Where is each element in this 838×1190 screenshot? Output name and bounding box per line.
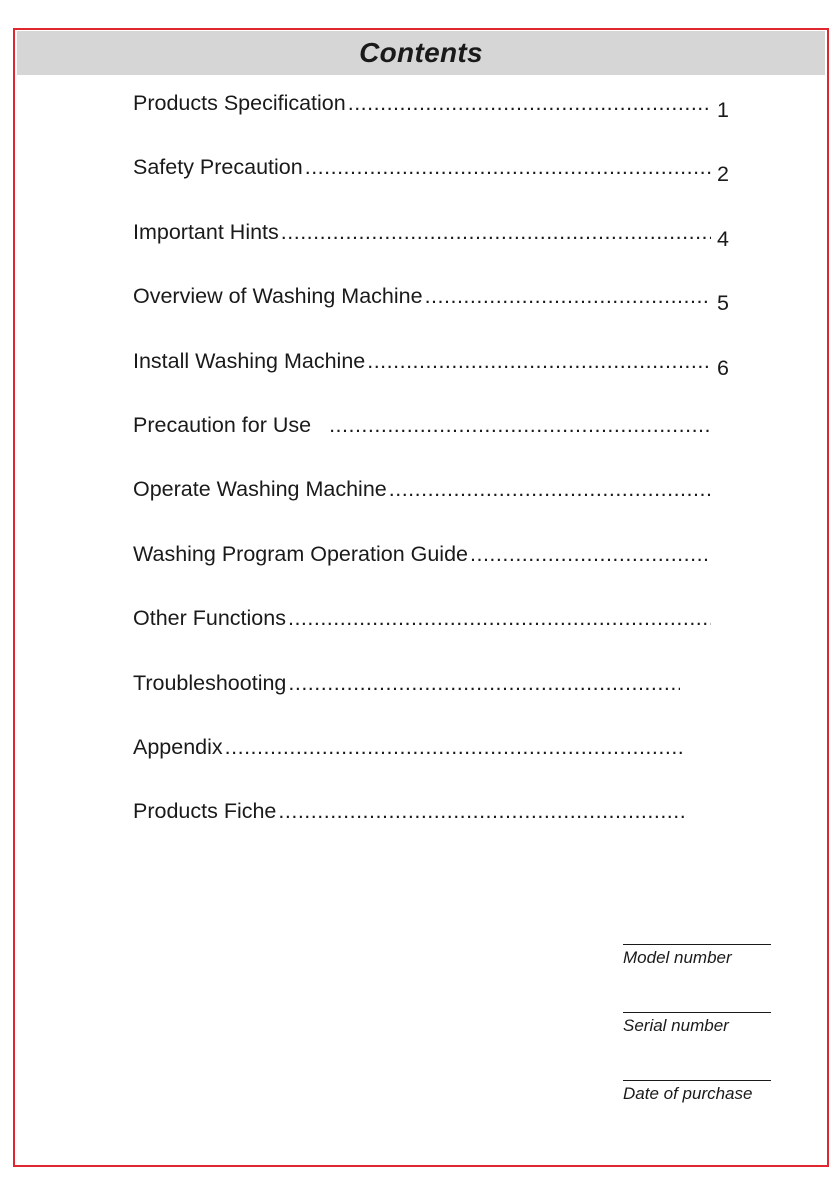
toc-entry-label: Washing Program Operation Guide [133, 541, 469, 566]
model-number-line [623, 944, 771, 945]
toc-page-number: 6 [717, 355, 729, 380]
toc-entry-label: Important Hints [133, 219, 279, 244]
toc-entry[interactable] [133, 798, 743, 862]
toc-page-number [680, 670, 712, 677]
toc-leader-dots [389, 476, 711, 502]
toc-page-number: 1 [717, 98, 729, 122]
toc-entry[interactable] [133, 605, 743, 669]
toc-entry[interactable] [133, 154, 743, 218]
toc-entry-label: Products Fiche [133, 799, 277, 824]
date-of-purchase-field [623, 1080, 771, 1105]
toc-page-number [683, 734, 715, 741]
toc-leader-dots [348, 90, 711, 116]
toc-entry[interactable] [133, 348, 743, 412]
toc-leader-dots [278, 798, 684, 824]
toc-entry[interactable] [133, 541, 743, 605]
toc-entry[interactable] [133, 670, 743, 734]
toc-page-number [711, 476, 743, 483]
toc-leader-dots [305, 154, 711, 180]
toc-entry-label: Install Washing Machine [133, 348, 366, 373]
serial-number-line [623, 1012, 771, 1013]
toc-page-number [711, 605, 743, 612]
contents-header [17, 31, 825, 75]
toc-entry-label: Other Functions [133, 606, 286, 631]
toc-entry-label: Operate Washing Machine [133, 477, 387, 502]
toc-leader-dots [281, 219, 711, 245]
toc-entry-label: Safety Precaution [133, 155, 303, 180]
toc-entry[interactable] [133, 734, 743, 798]
toc-page-number [711, 412, 743, 419]
toc-page-number: 5 [717, 291, 729, 316]
toc-entry-label: Troubleshooting [133, 670, 287, 695]
toc-page-number [711, 541, 743, 548]
serial-number-field [623, 1012, 771, 1037]
date-of-purchase-label: Date of purchase [623, 1084, 753, 1103]
model-number-field [623, 944, 771, 969]
toc-leader-dots [288, 670, 680, 696]
toc-leader-dots [329, 412, 711, 438]
toc-entry-label: Products Specification [133, 91, 346, 115]
toc-entry[interactable] [133, 90, 743, 154]
table-of-contents [133, 90, 743, 863]
toc-entry-label: Precaution for Use [133, 412, 329, 438]
toc-entry[interactable] [133, 283, 743, 347]
toc-entry-label: Appendix [133, 734, 223, 759]
page-title: Contents [359, 37, 483, 68]
toc-leader-dots [225, 734, 683, 760]
serial-number-label: Serial number [623, 1016, 729, 1035]
toc-entry[interactable] [133, 476, 743, 540]
toc-entry[interactable] [133, 412, 743, 476]
toc-page-number: 4 [717, 226, 729, 251]
toc-leader-dots [425, 283, 711, 309]
toc-entry[interactable] [133, 219, 743, 283]
toc-page-number: 2 [717, 162, 729, 187]
toc-page-number [684, 798, 716, 805]
page-frame [13, 28, 829, 1167]
model-number-label: Model number [623, 948, 732, 967]
toc-leader-dots [288, 605, 711, 631]
toc-leader-dots [470, 541, 711, 567]
toc-leader-dots [367, 348, 711, 374]
toc-entry-label: Overview of Washing Machine [133, 284, 423, 309]
date-of-purchase-line [623, 1080, 771, 1081]
